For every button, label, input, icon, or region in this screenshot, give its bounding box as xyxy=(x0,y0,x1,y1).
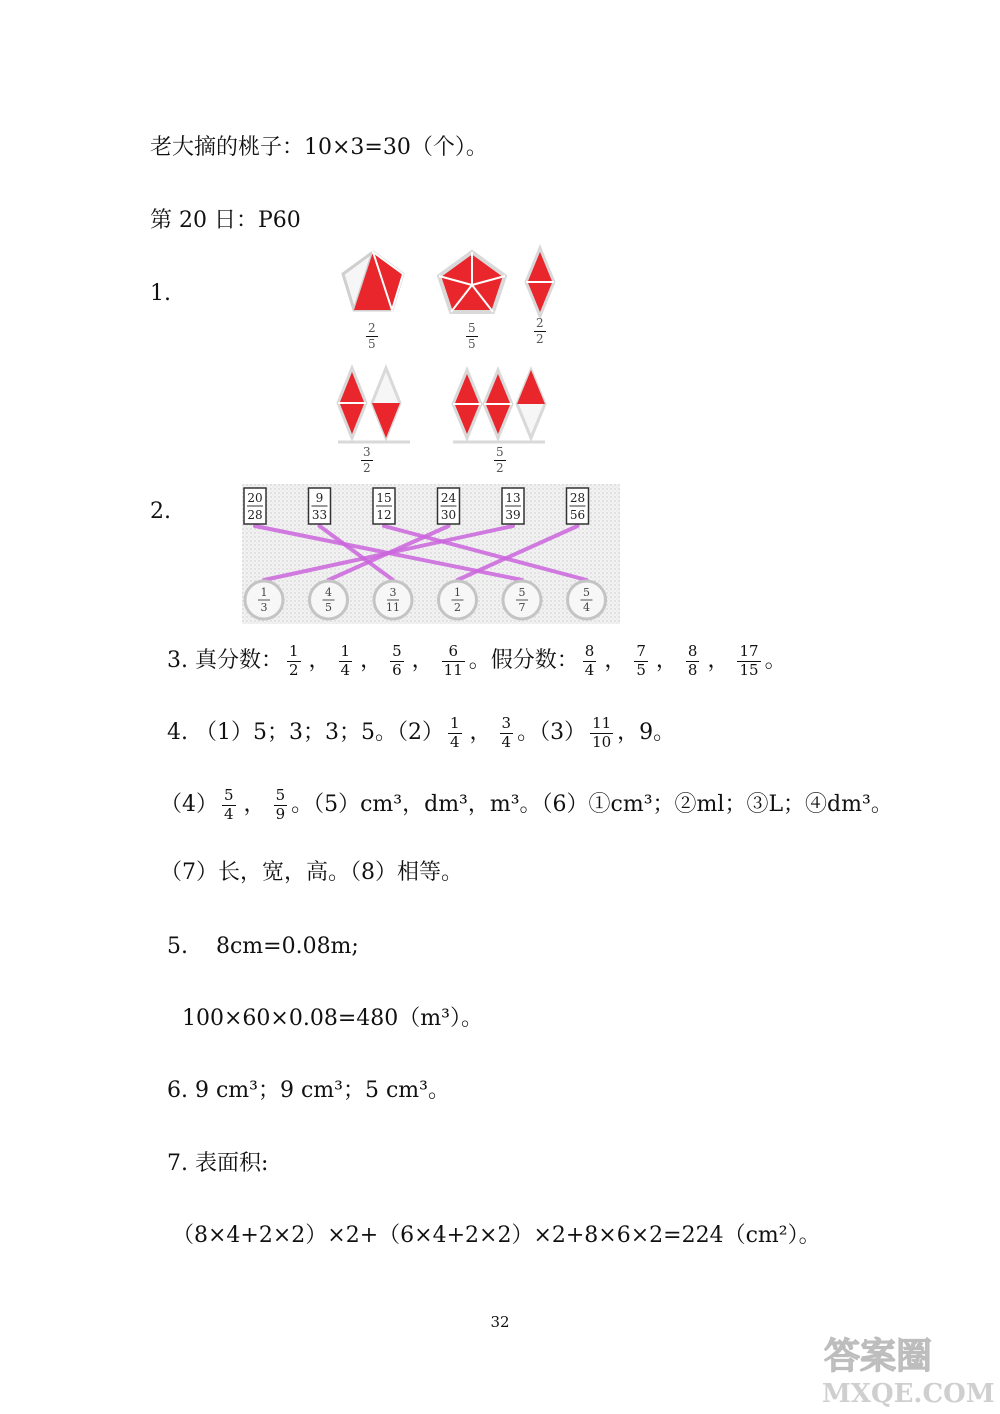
q3-prefix: 3. 真分数： xyxy=(167,648,283,673)
fraction xyxy=(737,644,760,678)
fraction-denominator: 4 xyxy=(584,661,595,679)
fraction xyxy=(222,788,236,822)
q4-line-1 xyxy=(167,716,675,750)
fraction-box xyxy=(567,488,589,524)
q5-line-2 xyxy=(182,1004,483,1034)
comma-separator: ， xyxy=(707,648,730,673)
comma-separator: ， xyxy=(411,648,434,673)
q4-line-3 xyxy=(160,858,463,888)
fraction-denominator: 7 xyxy=(518,601,526,614)
fraction xyxy=(583,644,597,678)
fraction-denominator: 28 xyxy=(247,508,263,522)
fraction-numerator: 5 xyxy=(518,586,526,599)
fraction-numerator: 8 xyxy=(584,642,595,660)
fraction-denominator: 2 xyxy=(363,461,371,475)
fraction-denominator: 2 xyxy=(536,332,544,346)
fraction-denominator: 56 xyxy=(569,508,586,522)
comma-separator: ， xyxy=(308,648,331,673)
q4-line-3-text: （7）长，宽，高。（8）相等。 xyxy=(160,860,463,885)
fraction-denominator: 2 xyxy=(288,661,299,679)
q4-line2-end: 。（5）cm³，dm³，m³。（6）①cm³；②ml；③L；④dm³。 xyxy=(291,792,893,817)
q4-prefix: 4. （1）5；3；3；5。（2） xyxy=(167,720,444,745)
fraction-numerator: 2 xyxy=(368,321,376,335)
fraction-numerator: 5 xyxy=(392,642,402,660)
q7-line-1-text: 7. 表面积: xyxy=(167,1151,269,1176)
fraction-numerator: 11 xyxy=(592,714,612,732)
fraction-numerator: 9 xyxy=(315,491,324,505)
watermark-bottom-text: MXQE.COM xyxy=(822,1379,995,1409)
page-number: 32 xyxy=(490,1313,510,1331)
q3-mid: 。假分数： xyxy=(468,648,579,673)
shape-caption-fraction xyxy=(361,446,373,474)
q4-end: ，9。 xyxy=(617,720,676,745)
fraction xyxy=(448,716,462,750)
fraction-numerator: 7 xyxy=(636,642,646,660)
fraction-numerator: 1 xyxy=(454,586,461,599)
fraction-numerator: 5 xyxy=(224,786,234,804)
fraction-denominator: 5 xyxy=(636,661,646,679)
fraction-box xyxy=(502,488,524,524)
fraction-denominator: 4 xyxy=(501,733,512,751)
fraction-denominator: 11 xyxy=(443,661,463,679)
fraction-circle xyxy=(245,581,283,619)
q7-line-1 xyxy=(167,1149,268,1179)
fraction xyxy=(390,644,404,678)
q4-mid: 。（3） xyxy=(517,720,587,745)
shape-caption-fraction xyxy=(366,322,378,350)
watermark-logo xyxy=(816,1328,996,1410)
fraction-circle xyxy=(439,581,477,619)
q5-line-1 xyxy=(167,932,359,962)
shape-caption-fraction xyxy=(494,446,506,474)
fraction-numerator: 3 xyxy=(363,445,371,459)
fraction xyxy=(339,644,353,678)
fraction-denominator: 2 xyxy=(454,601,461,614)
fraction-denominator: 39 xyxy=(505,508,521,522)
fraction-circle xyxy=(503,581,541,619)
q6-line-text: 6. 9 cm³；9 cm³；5 cm³。 xyxy=(167,1078,450,1103)
fraction-denominator: 4 xyxy=(449,733,460,751)
fraction xyxy=(442,644,465,678)
q6-line xyxy=(167,1076,450,1106)
fraction-circle xyxy=(374,581,412,619)
q5-line-1-text: 5. 8cm=0.08m; xyxy=(167,934,359,959)
figure-background xyxy=(242,484,620,624)
fraction-numerator: 20 xyxy=(247,491,263,505)
fraction-denominator: 6 xyxy=(392,661,402,679)
fraction-denominator: 12 xyxy=(376,508,392,522)
fraction-numerator: 5 xyxy=(583,586,590,599)
fraction-numerator: 13 xyxy=(505,491,521,505)
fraction-denominator: 10 xyxy=(592,733,612,751)
fraction-numerator: 3 xyxy=(501,714,512,732)
fraction-numerator: 1 xyxy=(288,642,299,660)
fraction-numerator: 5 xyxy=(468,321,476,335)
fraction-denominator: 8 xyxy=(687,661,698,679)
fraction xyxy=(634,644,648,678)
fraction xyxy=(274,788,288,822)
shape-caption-fraction xyxy=(534,317,546,345)
fraction-denominator: 4 xyxy=(340,661,351,679)
shape-caption-fraction xyxy=(466,322,478,350)
comma-separator: ， xyxy=(469,720,492,745)
fraction xyxy=(590,716,613,750)
comma-separator: ， xyxy=(604,648,627,673)
peach-answer-line xyxy=(150,133,488,163)
fraction-numerator: 1 xyxy=(340,642,351,660)
fraction-numerator: 15 xyxy=(376,491,392,505)
fraction-circle xyxy=(310,581,348,619)
fraction-numerator: 17 xyxy=(739,642,759,660)
fraction-box xyxy=(309,488,331,524)
fraction-numerator: 8 xyxy=(687,642,698,660)
comma-separator: ， xyxy=(655,648,678,673)
fraction-box xyxy=(244,488,266,524)
fraction-denominator: 4 xyxy=(224,805,234,823)
fraction-denominator: 11 xyxy=(386,601,400,614)
fraction-box xyxy=(438,488,460,524)
day-heading-text: 第 20 日：P60 xyxy=(150,208,301,233)
fraction-numerator: 5 xyxy=(496,445,504,459)
q3-line xyxy=(167,644,787,678)
fraction-denominator: 9 xyxy=(275,805,286,823)
watermark-top-text: 答案圈 xyxy=(824,1335,933,1377)
fraction-denominator: 4 xyxy=(583,601,590,614)
fraction-denominator: 2 xyxy=(496,461,504,475)
fraction xyxy=(500,716,514,750)
fraction-numerator: 24 xyxy=(440,491,457,505)
fraction-numerator: 1 xyxy=(449,714,460,732)
fraction xyxy=(287,644,301,678)
q4-line2-prefix: （4） xyxy=(160,792,218,817)
fraction-circle xyxy=(568,581,606,619)
q2-label: 2. xyxy=(150,499,171,524)
fraction-numerator: 1 xyxy=(260,586,268,599)
fraction-shapes-figure xyxy=(330,240,590,480)
fraction xyxy=(686,644,700,678)
comma-separator: ， xyxy=(243,792,266,817)
fraction-denominator: 5 xyxy=(368,337,376,351)
fraction-denominator: 30 xyxy=(440,508,457,522)
fraction-numerator: 5 xyxy=(275,786,286,804)
fraction-box xyxy=(373,488,395,524)
fraction-denominator: 15 xyxy=(739,661,759,679)
fraction-denominator: 3 xyxy=(260,601,268,614)
rhombus-shaded-half xyxy=(372,403,400,438)
fraction-numerator: 2 xyxy=(536,316,544,330)
fraction-denominator: 5 xyxy=(468,337,476,351)
fraction-numerator: 4 xyxy=(325,586,332,599)
q7-line-2-text: （8×4+2×2）×2+（6×4+2×2）×2+8×6×2=224（cm²）。 xyxy=(172,1223,821,1248)
q7-line-2 xyxy=(172,1221,821,1251)
q3-end: 。 xyxy=(764,648,787,673)
q4-line-2 xyxy=(160,788,893,822)
fraction-denominator: 5 xyxy=(325,601,332,614)
peach-answer-text: 老大摘的桃子：10×3=30（个）。 xyxy=(150,135,488,160)
fraction-numerator: 3 xyxy=(389,586,397,599)
fraction-denominator: 33 xyxy=(311,508,328,522)
comma-separator: ， xyxy=(360,648,383,673)
rhombus-shaded-half xyxy=(517,370,545,404)
fraction-matching-figure xyxy=(242,484,620,624)
q1-label: 1. xyxy=(150,281,171,306)
q5-line-2-text: 100×60×0.08=480（m³）。 xyxy=(182,1006,483,1031)
day-heading xyxy=(150,206,301,236)
fraction-numerator: 28 xyxy=(569,491,586,505)
fraction-numerator: 6 xyxy=(448,642,458,660)
